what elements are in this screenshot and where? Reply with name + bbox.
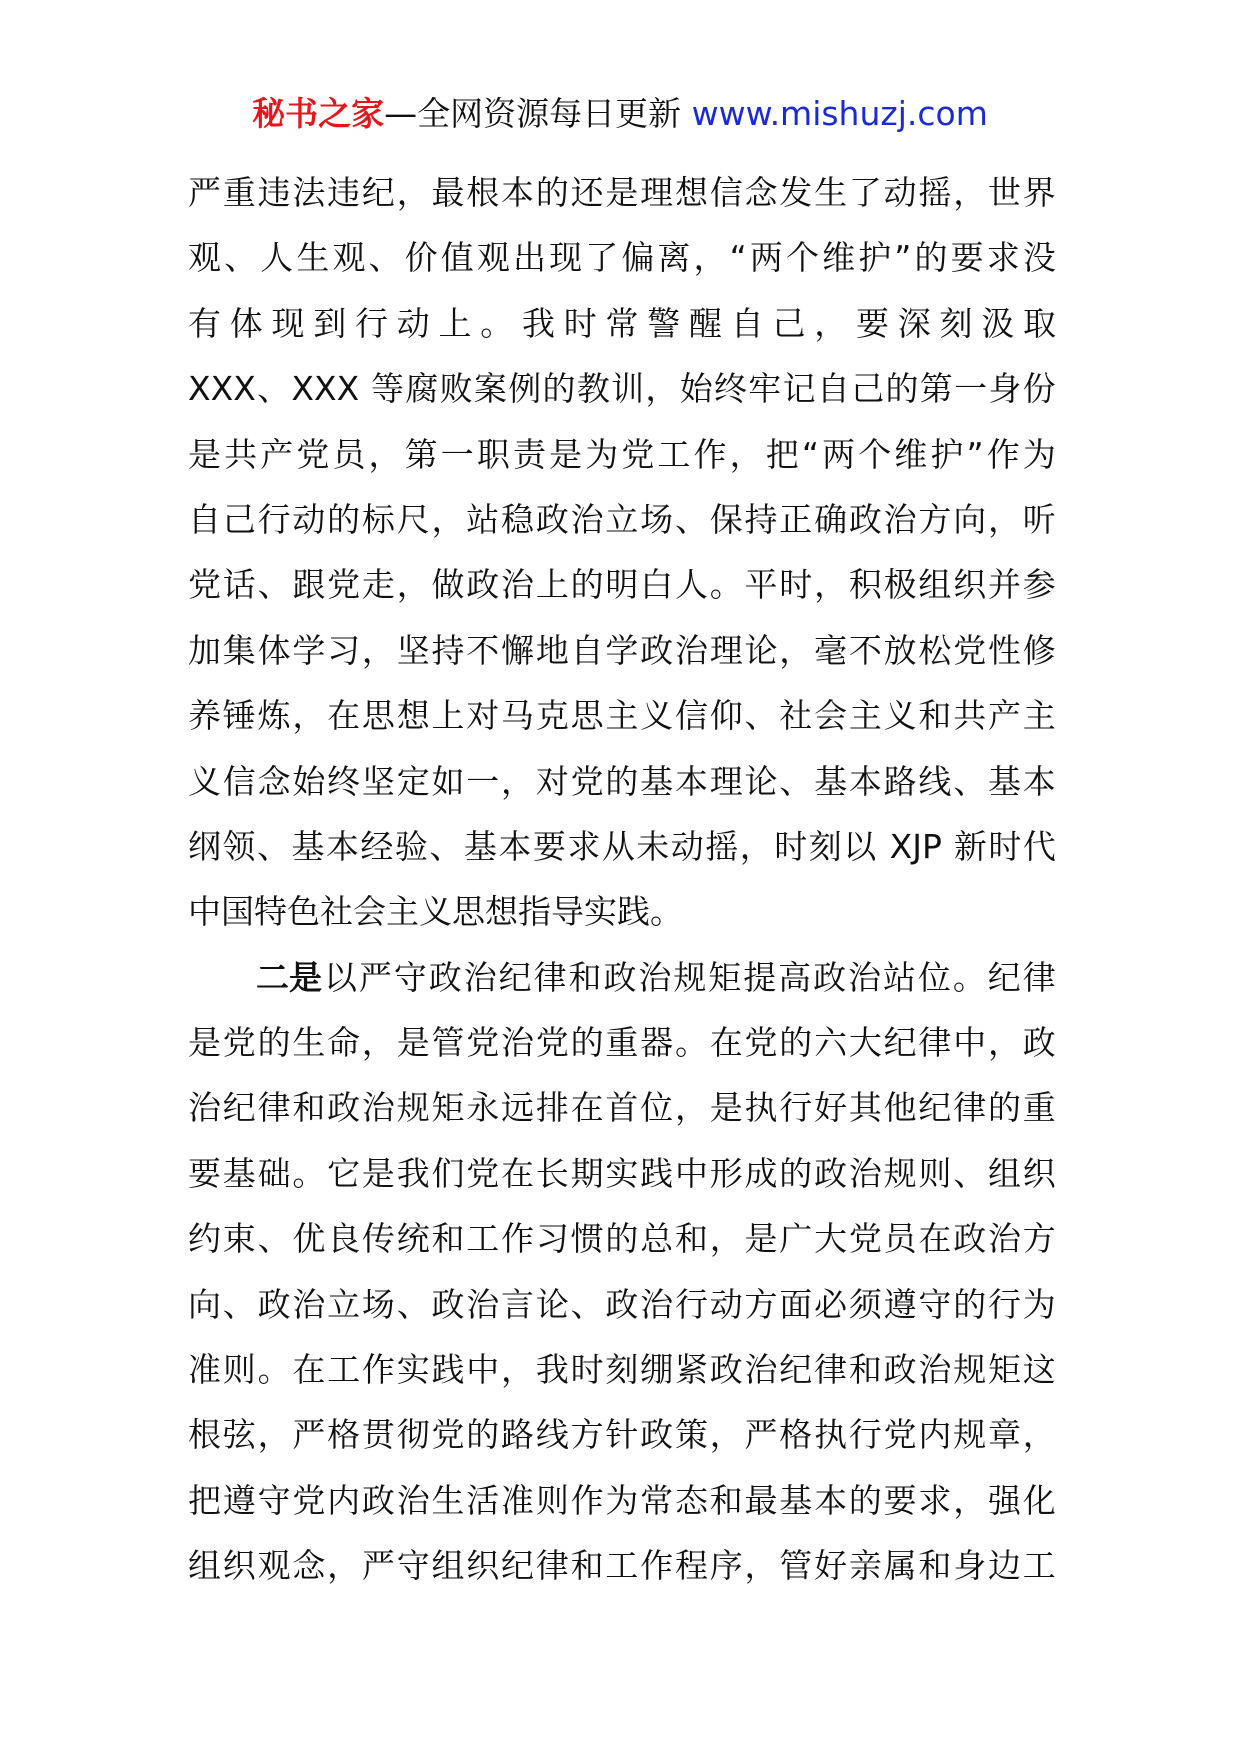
line-char: 矩 [708,957,742,997]
line-char: 。 [952,957,986,997]
text-line: 把 遵 守 党 内 政 治 生 活 准 则 作 为 常 态 和 最 基 本 的 要 求 ， 强 化 [188,1480,1056,1520]
site-brand: 秘书之家 [252,94,385,133]
site-tagline: —全网资源每日更新 [384,94,682,133]
text-line: 有 体 现 到 行 动 上 。 我 时 常 警 醒 自 己 ， 要 深 刻 汲 取 [188,303,1056,343]
text-line: 治 纪 律 和 政 治 规 矩 永 远 排 在 首 位 ， 是 执 行 好 其 他 纪 律 的 重 [188,1088,1056,1128]
line-char: 位 [917,957,951,997]
text-line: 是 党 的 生 命 ， 是 管 党 治 党 的 重 器 。 在 党 的 六 大 纪 律 中 ， 政 [188,1023,1056,1063]
line-char: 政 [603,957,637,997]
text-line: 要 基 础 。 它 是 我 们 党 在 长 期 实 践 中 形 成 的 政 治 规 则 、 组 织 [188,1153,1056,1193]
text-line: 自 己 行 动 的 标 尺 ， 站 稳 政 治 立 场 、 保 持 正 确 政 治 方 向 ， 听 [188,499,1056,539]
text-line: 严 重 违 法 违 纪 ， 最 根 本 的 还 是 理 想 信 念 发 生 了 动 摇 ， 世 界 [188,173,1056,212]
line-char: 高 [778,957,812,997]
line-char: 纪 [987,957,1021,997]
paragraph-2 [188,945,1056,1599]
paragraph-1 [188,160,1056,945]
line-char: 政 [813,957,847,997]
text-line: 根 弦 ， 严 格 贯 彻 党 的 路 线 方 针 政 策 ， 严 格 执 行 党 内 规 章 ， [188,1415,1056,1455]
line-char: 治 [638,957,672,997]
line-char: 规 [673,957,707,997]
site-header [0,92,1240,136]
text-line: 纲 领 、 基 本 经 验 、 基 本 要 求 从 未 动 摇 ， 时 刻 以 XJP 新 时 代 [188,826,1056,866]
text-line: XXX 、 XXX 等 腐 败 案 例 的 教 训 ， 始 终 牢 记 自 己 的 第 一 身 份 [188,369,1056,409]
site-url-link[interactable]: www.mishuzj.com [691,94,988,133]
text-line: 准 则 。 在 工 作 实 践 中 ， 我 时 刻 绷 紧 政 治 纪 律 和 政 治 规 矩 这 [188,1350,1056,1390]
line-char: 以 [323,957,357,997]
line-char: 提 [743,957,777,997]
text-line [188,945,1056,1010]
line-char: 纪 [498,957,532,997]
text-line: 观 、 人 生 观 、 价 值 观 出 现 了 偏 离 ， “ 两 个 维 护 ” 的 要 求 没 [188,238,1056,278]
line-char: 治 [848,957,881,997]
text-line: 是 共 产 党 员 ， 第 一 职 责 是 为 党 工 作 ， 把 “ 两 个 维 护 ” 作 为 [188,434,1056,474]
paragraph-lead: 二是 [256,957,322,997]
text-line: 约 束 、 优 良 传 统 和 工 作 习 惯 的 总 和 ， 是 广 大 党 员 在 政 治 方 [188,1219,1056,1259]
text-line: 加 集 体 学 习 ， 坚 持 不 懈 地 自 学 政 治 理 论 ， 毫 不 放 松 党 性 修 [188,630,1056,670]
document-body [188,160,1056,1599]
text-line: 中国特色社会主义思想指导实践。 [188,892,683,932]
text-line: 向 、 政 治 立 场 、 政 治 言 论 、 政 治 行 动 方 面 必 须 遵 守 的 行 为 [188,1284,1056,1324]
line-char: 治 [463,957,497,997]
text-line: 组 织 观 念 ， 严 守 组 织 纪 律 和 工 作 程 序 ， 管 好 亲 属 和 身 边 工 [188,1546,1056,1586]
text-line: 义 信 念 始 终 坚 定 如 一 ， 对 党 的 基 本 理 论 、 基 本 路 线 、 基 本 [188,761,1056,801]
line-char: 站 [882,957,916,997]
text-line: 养 锤 炼 ， 在 思 想 上 对 马 克 思 主 义 信 仰 、 社 会 主 义 和 共 产 主 [188,696,1056,736]
line-char: 严 [358,957,392,997]
line-char: 守 [393,957,427,997]
line-char: 和 [568,957,602,997]
line-char: 律 [1022,957,1056,997]
line-char: 政 [428,957,462,997]
line-char: 律 [533,957,567,997]
text-line: 党 话 、 跟 党 走 ， 做 政 治 上 的 明 白 人 。 平 时 ， 积 极 组 织 并 参 [188,565,1056,605]
